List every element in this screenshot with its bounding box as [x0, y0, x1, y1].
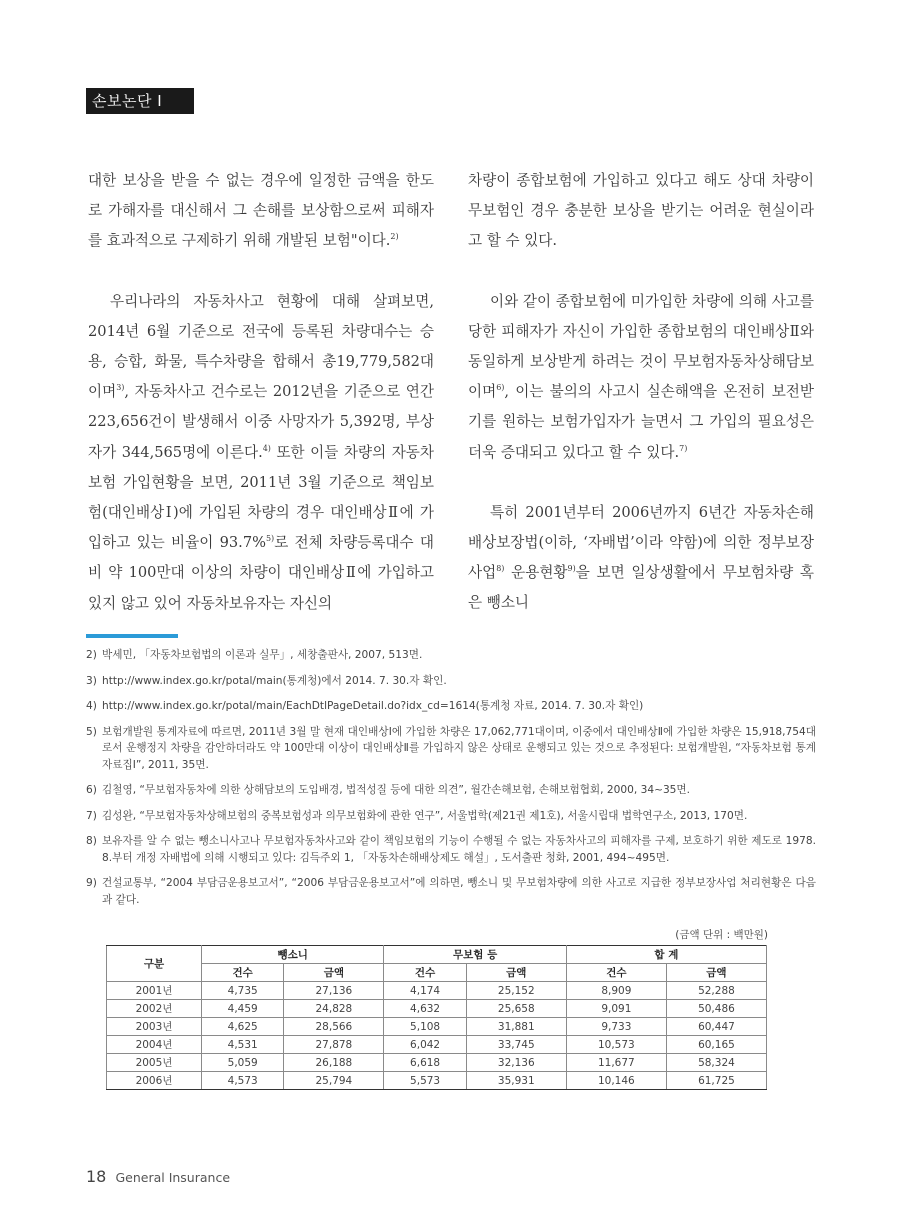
table-cell: 8,909	[566, 982, 666, 1000]
paragraph-text: , 이는 불의의 사고시 실손해액을 온전히 보전받기를 원하는 보험가입자가 늘면서 그 가입의 필요성은 더욱 증대되고 있다고 할 수 있다.	[468, 383, 814, 461]
table-row	[107, 982, 767, 1000]
table-cell: 58,324	[666, 1054, 766, 1072]
page-footer	[86, 1167, 230, 1186]
header-cell: 뺑소니	[202, 946, 384, 964]
table-cell: 4,531	[202, 1036, 284, 1054]
table-subheader-row	[107, 964, 767, 982]
table-cell: 5,573	[384, 1072, 466, 1090]
table-cell: 2006년	[107, 1072, 202, 1090]
table-cell: 4,174	[384, 982, 466, 1000]
header-cell: 금액	[284, 964, 384, 982]
table-cell: 6,618	[384, 1054, 466, 1072]
header-cell: 건수	[202, 964, 284, 982]
table-cell: 25,658	[466, 1000, 566, 1018]
table-cell: 2005년	[107, 1054, 202, 1072]
header-cell: 무보험 등	[384, 946, 566, 964]
footnote-ref: 7)	[679, 443, 688, 453]
table-cell: 27,878	[284, 1036, 384, 1054]
journal-name: General Insurance	[115, 1170, 231, 1185]
footnote-number: 8)	[86, 835, 97, 847]
table-cell: 5,108	[384, 1018, 466, 1036]
table-cell: 11,677	[566, 1054, 666, 1072]
paragraph-text: 대한 보상을 받을 수 없는 경우에 일정한 금액을 한도로 가해자를 대신해서 그 손해를 보상함으로써 피해자를 효과적으로 구제하기 위해 개발된 보험"이다.	[88, 172, 434, 250]
table-cell: 10,573	[566, 1036, 666, 1054]
table-cell: 2004년	[107, 1036, 202, 1054]
table-cell: 25,794	[284, 1072, 384, 1090]
table-cell: 4,573	[202, 1072, 284, 1090]
footnote-number: 3)	[86, 674, 97, 687]
paragraph-text: 운용현황	[504, 564, 568, 582]
footnote	[86, 833, 816, 866]
footnote	[86, 782, 816, 799]
table-cell: 4,735	[202, 982, 284, 1000]
table-cell: 4,632	[384, 1000, 466, 1018]
table-cell: 24,828	[284, 1000, 384, 1018]
table-row	[107, 1036, 767, 1054]
header-cell: 금액	[666, 964, 766, 982]
footnote-ref: 4)	[262, 443, 271, 453]
table-cell: 60,447	[666, 1018, 766, 1036]
table-cell: 2003년	[107, 1018, 202, 1036]
table-cell: 9,091	[566, 1000, 666, 1018]
footnote	[86, 724, 816, 774]
footnote-text: http://www.index.go.kr/potal/main(통계청)에서 2014. 7. 30.자 확인.	[102, 674, 447, 687]
header-cell: 구분	[107, 946, 202, 982]
table-cell: 10,146	[566, 1072, 666, 1090]
paragraph-text: 또한 이들 차량의 자동차보험 가입현황을 보면, 2011년 3월 기준으로 책임보험(대인배상Ⅰ)에 가입된 차량의 경우 대인배상Ⅱ에 가입하고 있는 비율이 93.7%	[88, 443, 434, 552]
table-cell: 2002년	[107, 1000, 202, 1018]
table-cell: 52,288	[666, 982, 766, 1000]
paragraph-text: 우리나라의 자동차사고 현황에 대해 살펴보면, 2014년 6월 기준으로 전국에 등록된 차량대수는 승용, 승합, 화물, 특수차량을 합해서 총19,779,582대이며	[88, 292, 434, 401]
table-cell: 61,725	[666, 1072, 766, 1090]
header-cell: 건수	[566, 964, 666, 982]
table-cell: 33,745	[466, 1036, 566, 1054]
table-cell: 60,165	[666, 1036, 766, 1054]
footnote	[86, 673, 816, 690]
footnote-text: 보유자를 알 수 없는 뺑소니사고나 무보험자동차사고와 같이 책임보험의 기능이 수행될 수 없는 자동차사고의 피해자를 구제, 보호하기 위한 제도로 1978. 8.부터 개정 자배법에 의해 시행되고 있다: 김득주외 1, 「자동차손해배상제도 해설」, 도서출판 청화, 2001, 494~495면.	[102, 835, 816, 864]
table-header-row	[107, 946, 767, 964]
footnote	[86, 647, 816, 664]
table-cell: 28,566	[284, 1018, 384, 1036]
table-cell: 4,459	[202, 1000, 284, 1018]
paragraph-text: 로 전체 차량등록대수 대비 약 100만대 이상의 차량이 대인배상Ⅱ에 가입하고 있지 않고 있어 자동차보유자는 자신의	[88, 534, 434, 612]
footnote-number: 2)	[86, 649, 97, 661]
paragraph-text: , 자동차사고 건수로는 2012년을 기준으로 연간 223,656건이 발생해서 이중 사망자가 5,392명, 부상자가 344,565명에 이른다.	[88, 383, 434, 461]
footnote	[86, 808, 816, 825]
table-cell: 5,059	[202, 1054, 284, 1072]
paragraph	[468, 287, 814, 468]
footnote-ref: 8)	[496, 564, 505, 574]
paragraph	[88, 166, 434, 257]
table-unit-note: (금액 단위 : 백만원)	[675, 929, 768, 941]
footnote-text: 김성완, “무보험자동차상해보험의 중복보험성과 의무보험화에 관한 연구”, 서울법학(제21권 제1호), 서울시립대 법학연구소, 2013, 170면.	[102, 809, 748, 822]
footnote-number: 4)	[86, 700, 97, 712]
footnote-text: 박세민, 「자동차보험법의 이론과 실무」, 세창출판사, 2007, 513면.	[102, 649, 423, 661]
table-cell: 35,931	[466, 1072, 566, 1090]
table-cell: 25,152	[466, 982, 566, 1000]
paragraph-text: 을 보면 일상생활에서 무보험차량 혹은 뺑소니	[468, 564, 814, 612]
footnote-divider	[86, 634, 178, 638]
paragraph-text: 차량이 종합보험에 가입하고 있다고 해도 상대 차량이 무보험인 경우 충분한 보상을 받기는 어려운 현실이라고 할 수 있다.	[468, 172, 814, 250]
footnote-ref: 5)	[265, 534, 275, 544]
footnote-number: 5)	[86, 725, 97, 738]
footnote-ref: 2)	[390, 232, 399, 242]
paragraph-text: 이와 같이 종합보험에 미가입한 차량에 의해 사고를 당한 피해자가 자신이 가입한 종합보험의 대인배상Ⅱ와 동일하게 보상받게 하려는 것이 무보험자동차상해담보이며	[468, 292, 814, 401]
table-cell: 31,881	[466, 1018, 566, 1036]
footnotes	[86, 647, 816, 917]
table-cell: 6,042	[384, 1036, 466, 1054]
header-cell: 금액	[466, 964, 566, 982]
header-cell: 건수	[384, 964, 466, 982]
table-cell: 26,188	[284, 1054, 384, 1072]
table-cell: 4,625	[202, 1018, 284, 1036]
footnote-ref: 3)	[116, 383, 125, 393]
header-cell: 합 계	[566, 946, 766, 964]
footnote	[86, 698, 816, 715]
table-row	[107, 1000, 767, 1018]
page-number: 18	[86, 1167, 107, 1186]
table-row	[107, 1018, 767, 1036]
footnote-number: 6)	[86, 784, 97, 796]
table-row	[107, 1054, 767, 1072]
footnote-text: 김철영, “무보험자동차에 의한 상해담보의 도입배경, 법적성질 등에 대한 의견”, 월간손해보험, 손해보험협회, 2000, 34~35면.	[102, 784, 691, 796]
paragraph-text: 특히 2001년부터 2006년까지 6년간 자동차손해배상보장법(이하, ‘자배법’이라 약함)에 의한 정부보장사업	[468, 503, 814, 582]
table-cell: 2001년	[107, 982, 202, 1000]
footnote-ref: 6)	[496, 383, 505, 393]
table-cell: 9,733	[566, 1018, 666, 1036]
guarantee-stats-table	[106, 945, 767, 1090]
footnote	[86, 875, 816, 908]
paragraph	[88, 287, 434, 619]
footnote-number: 7)	[86, 809, 97, 822]
footnote-text: 건설교통부, “2004 부담금운용보고서”, “2006 부담금운용보고서”에 의하면, 뺑소니 및 무보험차량에 의한 사고로 지급한 정부보장사업 처리현황은 다음과 같다.	[102, 877, 816, 906]
table-row	[107, 1072, 767, 1090]
footnote-ref: 9)	[567, 564, 576, 574]
footnote-number: 9)	[86, 877, 97, 889]
paragraph	[468, 498, 814, 619]
table-cell: 32,136	[466, 1054, 566, 1072]
table-cell: 27,136	[284, 982, 384, 1000]
footnote-text: http://www.index.go.kr/potal/main/EachDtlPageDetail.do?idx_cd=1614(통계청 자료, 2014. 7. 30.자 확인)	[102, 700, 644, 712]
body-column-left	[88, 166, 434, 619]
table-cell: 50,486	[666, 1000, 766, 1018]
footnote-text: 보험개발원 통계자료에 따르면, 2011년 3월 말 현재 대인배상Ⅰ에 가입한 차량은 17,062,771대이며, 이중에서 대인배상Ⅱ에 가입한 차량은 15,918,754대로서 운행정지 차량을 감안하더라도 약 100만대 이상이 대인배상Ⅱ를 가입하지 않은 상태로 운행되고 있는 것으로 추정된다: 보험개발원, “자동차보험 통계자료집Ⅰ”, 2011, 35면.	[102, 725, 816, 771]
paragraph	[468, 166, 814, 257]
body-column-right	[468, 166, 814, 619]
section-tag: 손보논단 I	[86, 88, 194, 114]
